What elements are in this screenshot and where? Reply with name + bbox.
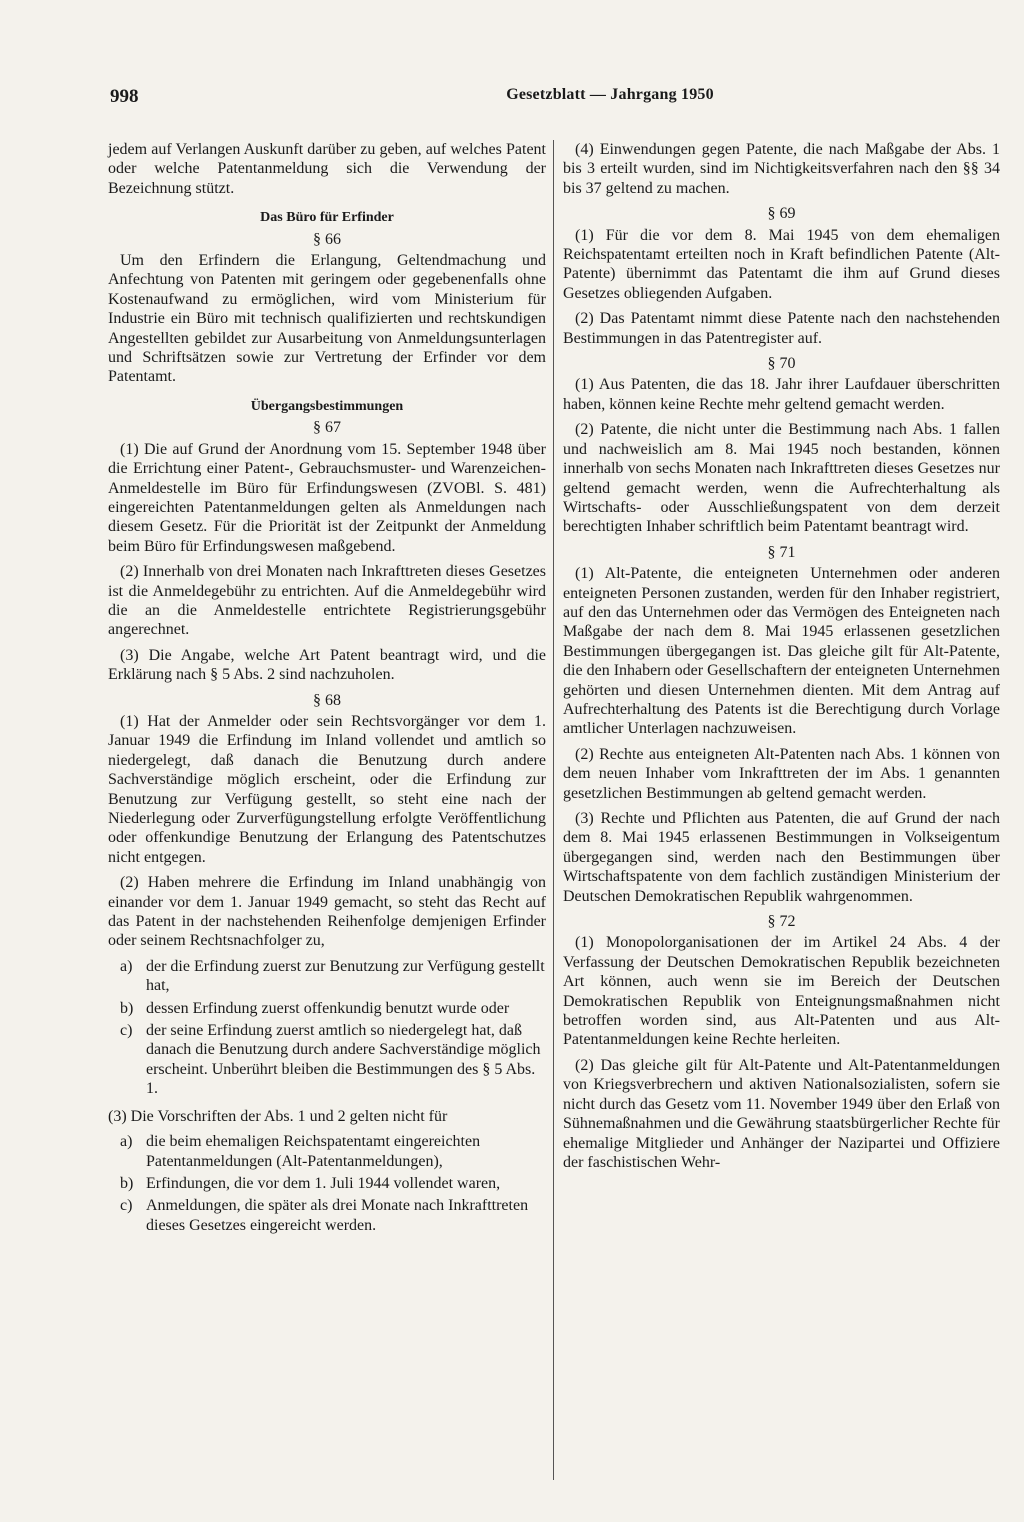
running-title: Gesetzblatt — Jahrgang 1950 bbox=[506, 86, 714, 103]
paragraph-70-1: (1) Aus Patenten, die das 18. Jahr ihrer Laufdauer überschritten haben, können keine Rechte mehr geltend gemacht werden. bbox=[563, 376, 1000, 413]
paragraph-66: Um den Erfindern die Erlangung, Geltendmachung und Anfechtung von Patenten mit geringem oder gegebenenfalls ohne Kostenaufwand zu ermöglichen, wird vom Ministerium für Industrie ein Büro mit technisch qualifizierten und rechtskundigen Angestellten gebildet zur Ausarbeitung von Anmeldungsunterlagen und Schriftsätzen sowie zur Vertretung der Erfinder vor dem Patentamt. bbox=[108, 252, 546, 386]
list-item bbox=[108, 999, 546, 1018]
list-item-text: der seine Erfindung zuerst amtlich so niedergelegt hat, daß danach die Benutzung durch andere Sachverständige möglich erscheint. Unberührt bleiben die Bestimmungen des § 5 Abs. 1. bbox=[146, 1022, 541, 1098]
list-item bbox=[108, 1196, 546, 1235]
heading-uebergangsbestimmungen: Übergangsbestimmungen bbox=[250, 398, 404, 414]
paragraph-67-3: (3) Die Angabe, welche Art Patent beantragt wird, und die Erklärung nach § 5 Abs. 2 sind nachzuholen. bbox=[108, 646, 546, 684]
list-item-label: a) bbox=[120, 1133, 133, 1151]
section-67-title: § 67 bbox=[313, 419, 341, 437]
list-item bbox=[108, 1021, 546, 1099]
list-item-label: c) bbox=[120, 1197, 133, 1215]
section-69-title: § 69 bbox=[767, 205, 796, 223]
list-item bbox=[108, 957, 546, 996]
list-item-label: b) bbox=[120, 999, 134, 1017]
right-column bbox=[563, 140, 1000, 1178]
list-item bbox=[108, 1174, 546, 1193]
list-item-label: c) bbox=[120, 1022, 133, 1040]
paragraph-71-2: (2) Rechte aus enteigneten Alt-Patenten nach Abs. 1 können von dem neuen Inhaber vom Inkrafttreten der im Abs. 1 genannten gesetzlichen Bestimmungen ab geltend gemacht werden. bbox=[563, 745, 1000, 802]
list-item-text: Anmeldungen, die später als drei Monate nach Inkrafttreten dieses Gesetzes eingereicht werden. bbox=[146, 1197, 529, 1234]
list-item-label: a) bbox=[120, 957, 133, 975]
section-66-title: § 66 bbox=[313, 230, 341, 248]
section-70-title: § 70 bbox=[767, 355, 796, 373]
heading-buero-fuer-erfinder: Das Büro für Erfinder bbox=[260, 210, 394, 226]
paragraph-68-1: (1) Hat der Anmelder oder sein Rechtsvorgänger vor dem 1. Januar 1949 die Erfindung im Inland vollendet und amtlich so niedergelegt, daß danach die Benutzung durch andere Sachverständige möglich erscheint, oder die Erfindung zur Benutzung zur Verfügung gestellt, so steht eine nach der Niederlegung oder Zurverfügungstellung erfolgte Veröffentlichung oder offenkundige Benutzung der Erlangung des Patentschutzes nicht entgegen. bbox=[108, 712, 546, 866]
list-item-text: die beim ehemaligen Reichspatentamt eingereichten Patentanmeldungen (Alt-Patentanmeldungen), bbox=[146, 1133, 481, 1170]
paragraph-69-1: (1) Für die vor dem 8. Mai 1945 von dem ehemaligen Reichspatentamt erteilten noch in Kraft befindlichen Patente (Alt-Patente) übernimmt das Patentamt die ihm auf Grund dieses Gesetzes obliegenden Aufgaben. bbox=[563, 226, 1000, 302]
list-item-text: der die Erfindung zuerst zur Benutzung zur Verfügung gestellt hat, bbox=[146, 957, 545, 995]
page-header bbox=[110, 86, 1000, 114]
section-72-title: § 72 bbox=[767, 913, 796, 931]
paragraph-68-4: (4) Einwendungen gegen Patente, die nach Maßgabe der Abs. 1 bis 3 erteilt wurden, sind im Nichtigkeitsverfahren nach den §§ 34 bis 37 geltend zu machen. bbox=[563, 141, 1000, 197]
paragraph-67-2: (2) Innerhalb von drei Monaten nach Inkrafttreten dieses Gesetzes ist die Anmeldegebühr zu entrichten. Auf die Anmeldegebühr wird die an die Anmeldestelle entrichtete Registrierungsgebühr angerechnet. bbox=[108, 563, 546, 639]
list-item-text: Erfindungen, die vor dem 1. Juli 1944 vollendet waren, bbox=[146, 1174, 501, 1192]
column-divider bbox=[553, 140, 554, 1480]
list-item bbox=[108, 1132, 546, 1171]
paragraph-72-1: (1) Monopolorganisationen der im Artikel 24 Abs. 4 der Verfassung der Deutschen Demokratischen Republik bezeichneten Art können, auch wenn sie im Bereich der Deutschen Demokratischen Republik von Enteignungsmaßnahmen nicht betroffen worden sind, aus Alt-Patenten und aus Alt-Patentanmeldungen keine Rechte herleiten. bbox=[563, 934, 1000, 1049]
section-71-title: § 71 bbox=[767, 543, 796, 561]
paragraph-68-3: (3) Die Vorschriften der Abs. 1 und 2 gelten nicht für bbox=[108, 1107, 448, 1125]
paragraph-67-1: (1) Die auf Grund der Anordnung vom 15. September 1948 über die Errichtung einer Patent-, Gebrauchsmuster- und Warenzeichen-Anmeldestelle im Büro für Erfindungswesen (ZVOBl. S. 481) eingereichten Patentanmeldungen gelten als Anmeldungen nach diesem Gesetz. Für die Priorität ist der Zeitpunkt der Anmeldung beim Büro für Erfindungswesen maßgebend. bbox=[108, 440, 546, 555]
left-column bbox=[108, 140, 546, 1238]
paragraph-intro: jedem auf Verlangen Auskunft darüber zu geben, auf welches Patent oder welche Patentanmeldung sich die Verwendung der Bezeichnung stützt. bbox=[108, 141, 546, 197]
page-number: 998 bbox=[110, 86, 139, 107]
paragraph-71-1: (1) Alt-Patente, die enteigneten Unternehmen oder anderen enteigneten Personen zustanden, werden für den Inhaber registriert, auf den das Unternehmen oder das Vermögen des Enteigneten nach Maßgabe der nach dem 8. Mai 1945 erlassenen gesetzlichen Bestimmungen übergegangen ist. Das gleiche gilt für Alt-Patente, die den Inhabern oder Gesellschaftern der enteigneten Unternehmen gehörten und diesen Unternehmen dienten. Mit dem Antrag auf Aufrechterhaltung des Patents ist die Berechtigung durch Vorlage amtlicher Unterlagen nachzuweisen. bbox=[563, 565, 1000, 738]
paragraph-70-2: (2) Patente, die nicht unter die Bestimmung nach Abs. 1 fallen und nachweislich am 8. Mai 1945 noch bestanden, können innerhalb von sechs Monaten nach Inkrafttreten dieses Gesetzes nur geltend gemacht werden, wenn die Aufrechterhaltung als Wirtschafts- oder Ausschließungspatent von dem derzeit berechtigten Inhaber schriftlich beim Patentamt beantragt wird. bbox=[563, 421, 1000, 536]
section-68-title: § 68 bbox=[313, 691, 341, 709]
paragraph-68-2: (2) Haben mehrere die Erfindung im Inland unabhängig von einander vor dem 1. Januar 1949 gemacht, so steht das Recht auf das Patent in der nachstehenden Reihenfolge demjenigen Erfinder oder seinem Rechtsnachfolger zu, bbox=[108, 874, 546, 950]
list-item-text: dessen Erfindung zuerst offenkundig benutzt wurde oder bbox=[146, 999, 510, 1017]
list-item-label: b) bbox=[120, 1174, 134, 1192]
paragraph-71-3: (3) Rechte und Pflichten aus Patenten, die auf Grund der nach dem 8. Mai 1945 erlassenen Bestimmungen in Volkseigentum übergegangen sind, werden nach den Bestimmungen über Wirtschaftspatente von dem fachlich zuständigen Ministerium der Deutschen Demokratischen Republik wahrgenommen. bbox=[563, 810, 1000, 905]
paragraph-69-2: (2) Das Patentamt nimmt diese Patente nach den nachstehenden Bestimmungen in das Patentregister auf. bbox=[563, 310, 1000, 347]
paragraph-72-2: (2) Das gleiche gilt für Alt-Patente und Alt-Patentanmeldungen von Kriegsverbrechern und aktiven Nationalsozialisten, sofern sie nicht durch das Gesetz vom 11. November 1949 über den Erlaß von Sühnemaßnahmen und die Gewährung staatsbürgerlicher Rechte für ehemalige Mitglieder und Anhänger der Nazipartei und Offiziere der faschistischen Wehr- bbox=[563, 1056, 1000, 1171]
